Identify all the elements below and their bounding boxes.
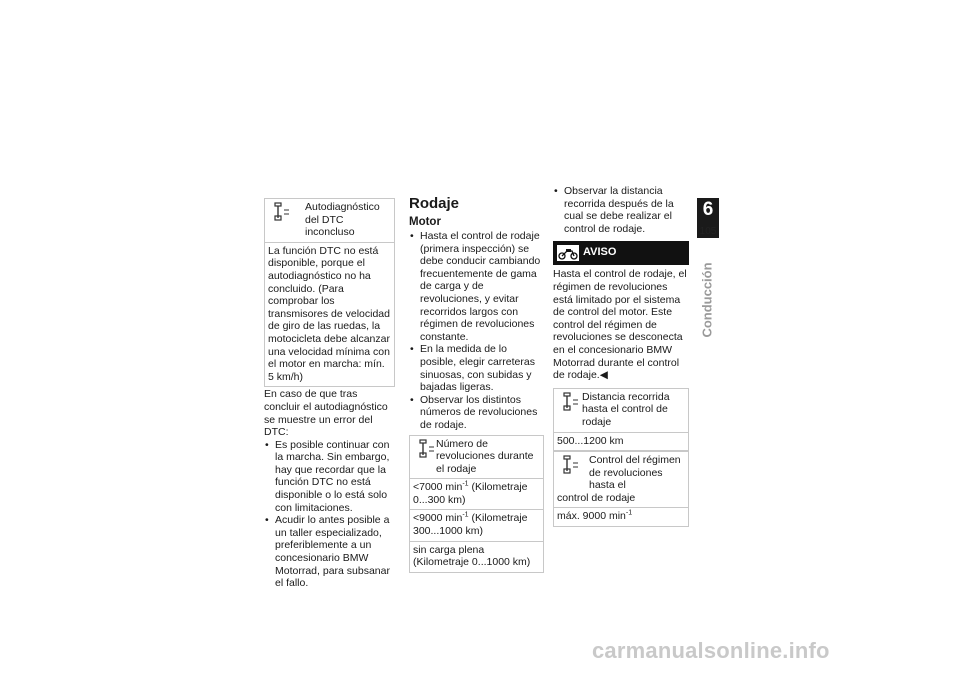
end-marker-icon: ◀ — [599, 369, 608, 382]
dtc-info-title: Autodiagnóstico del DTC inconcluso — [305, 201, 380, 239]
specification-icon — [562, 392, 580, 412]
inspection-list — [553, 185, 689, 235]
regime-spec-title-rest: control de rodaje — [557, 491, 636, 504]
notice-body: Hasta el control de rodaje, el régimen de revoluciones está limitado por el sistema de control del motor. Este control del régimen de revoluciones se desconecta en el concesionario BMW Motorrad durante el control de rodaje. — [553, 268, 687, 382]
dtc-info-body: La función DTC no está disponible, porque el autodiagnóstico no ha concluido. (Para comprobar los transmisores de velocidad de giro de las ruedas, la motocicleta debe alcanzar una velocidad mínima con el motor en marcha: mín. 5 km/h) — [268, 244, 390, 383]
dtc-info-header — [265, 199, 394, 243]
rpm-exponent: -1 — [462, 511, 469, 519]
table-row — [410, 542, 543, 572]
list-item: • Hasta el control de rodaje (primera inspección) se debe conducir cambiando frecuentemente de gama de carga y de revoluciones, y evitar recorridos largos con régimen de revoluciones constante. — [409, 230, 544, 343]
specification-icon — [418, 439, 436, 459]
dtc-error-paragraph: En caso de que tras concluir el autodiagnóstico se muestre un error del DTC: — [264, 388, 388, 439]
left-column — [264, 198, 395, 590]
list-item: • En la medida de lo posible, elegir carreteras sinuosas, con subidas y bajadas ligeras. — [409, 343, 544, 393]
chapter-name: Conducción — [699, 262, 715, 338]
section-subtitle: Motor — [409, 216, 441, 228]
table-row — [410, 479, 543, 510]
middle-column — [409, 196, 544, 573]
regime-exponent: -1 — [625, 509, 633, 517]
rpm-range: (Kilometraje 300...1000 km) — [413, 512, 528, 538]
chapter-number: 6 — [702, 199, 714, 220]
regime-max: máx. 9000 min — [557, 510, 626, 523]
rpm-spec-box — [409, 435, 544, 573]
watermark: carmanualsonline.info — [592, 638, 830, 663]
list-item: • Acudir lo antes posible a un taller especializado, preferiblemente a un concesionario BMW Motorrad, para subsanar el fallo. — [264, 514, 395, 590]
notice-text — [553, 268, 689, 381]
specification-icon — [562, 455, 580, 475]
specification-icon — [273, 202, 291, 222]
distance-value: 500...1200 km — [554, 433, 688, 452]
section-title: Rodaje — [409, 195, 460, 212]
distance-spec-title: Distancia recorrida hasta el control de rodaje — [582, 390, 670, 428]
regime-value — [554, 508, 688, 526]
dtc-info-box — [264, 198, 395, 387]
notice-banner — [553, 241, 689, 265]
rpm-spec-title: Número de revoluciones durante el rodaje — [436, 437, 534, 475]
distance-spec-header — [554, 389, 688, 433]
distance-spec-box — [553, 388, 689, 527]
chapter-label — [698, 250, 718, 350]
page-number: 105 — [699, 226, 717, 237]
list-item: • Observar la distancia recorrida después de la cual se debe realizar el control de rodaje. — [553, 185, 689, 235]
regime-spec-title: Control del régimen de revoluciones hasta el — [589, 454, 681, 492]
load-note: sin carga plena (Kilometraje 0...1000 km) — [413, 543, 531, 569]
motorcycle-notice-icon — [557, 245, 579, 261]
break-in-list — [409, 230, 544, 432]
rpm-range: (Kilometraje 0...300 km) — [413, 481, 528, 506]
table-row — [410, 510, 543, 541]
dtc-error-list — [264, 439, 395, 590]
right-column — [553, 185, 689, 527]
list-item: • Observar los distintos números de revoluciones de rodaje. — [409, 394, 544, 432]
rpm-spec-header — [410, 436, 543, 480]
list-item: • Es posible continuar con la marcha. Sin embargo, hay que recordar que la función DTC no está disponible o lo está solo con limitaciones. — [264, 439, 395, 515]
notice-label: AVISO — [583, 246, 617, 259]
rpm-value: <9000 min — [413, 512, 463, 525]
rpm-value: <7000 min — [413, 481, 463, 494]
regime-spec-header — [554, 451, 688, 508]
rpm-exponent: -1 — [462, 480, 469, 488]
